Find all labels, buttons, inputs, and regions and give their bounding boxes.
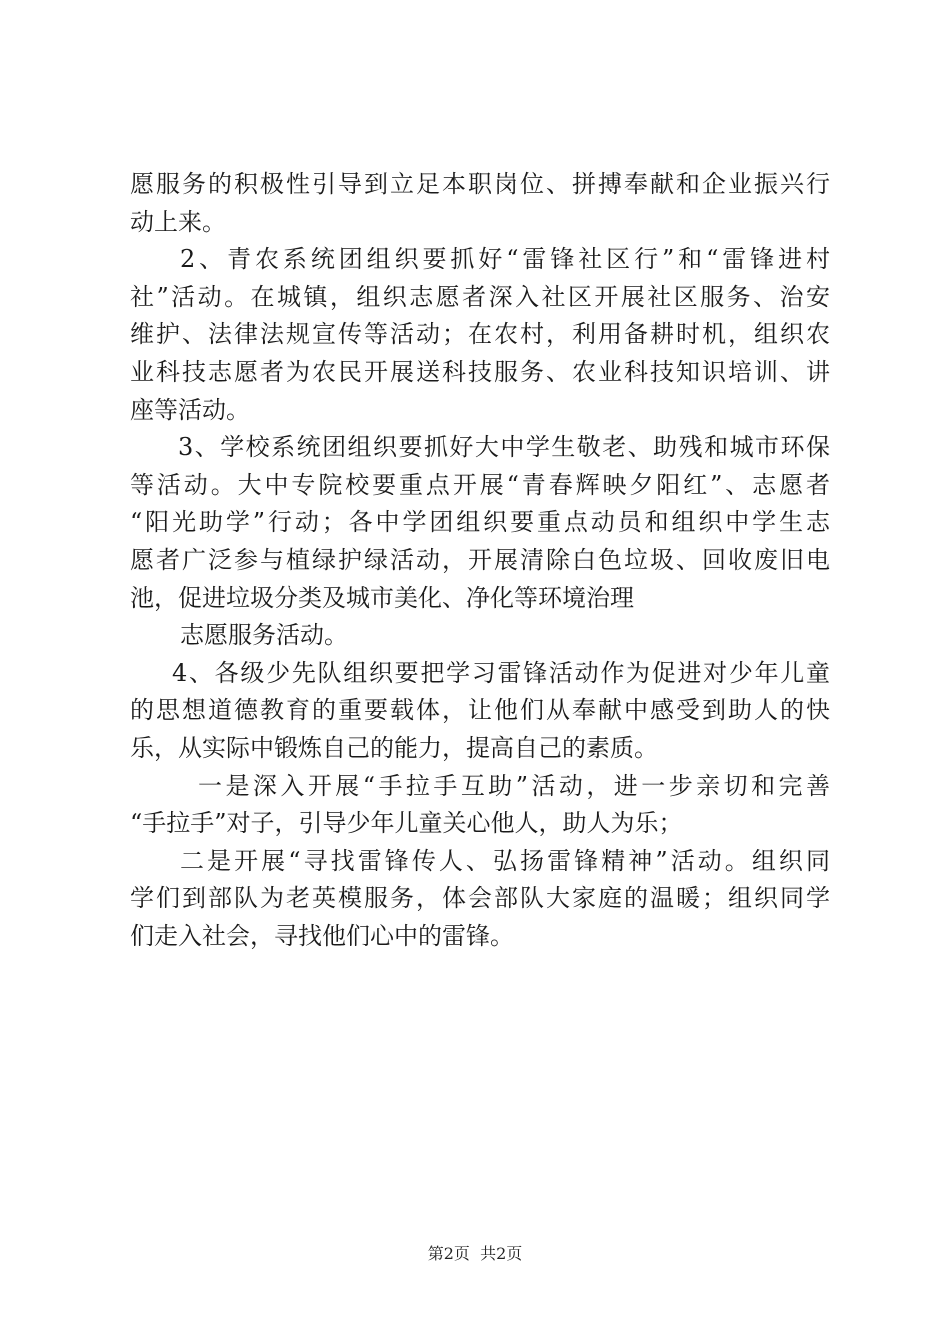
paragraph-line: “手拉手”对子，引导少年儿童关心他人，助人为乐； bbox=[130, 809, 683, 838]
paragraph-line: 学们到部队为老英模服务，体会部队大家庭的温暖；组织同学 bbox=[130, 884, 830, 913]
paragraph-line: 社”活动。在城镇，组织志愿者深入社区开展社区服务、治安 bbox=[130, 282, 830, 311]
paragraph-line: 业科技志愿者为农民开展送科技服务、农业科技知识培训、讲 bbox=[130, 357, 830, 386]
paragraph-line: 等活动。大中专院校要重点开展“青春辉映夕阳红”、志愿者 bbox=[130, 470, 830, 499]
paragraph-line: 愿服务的积极性引导到立足本职岗位、拼搏奉献和企业振兴行 bbox=[130, 170, 830, 198]
paragraph-line: 们走入社会，寻找他们心中的雷锋。 bbox=[130, 921, 514, 950]
paragraph-line: 的思想道德教育的重要载体，让他们从奉献中感受到助人的快 bbox=[130, 696, 830, 725]
paragraph-line: “阳光助学”行动；各中学团组织要重点动员和组织中学生志 bbox=[130, 508, 830, 537]
paragraph-line: 3、学校系统团组织要抓好大中学生敬老、助残和城市环保 bbox=[178, 433, 830, 462]
paragraph-line: 4、各级少先队组织要把学习雷锋活动作为促进对少年儿童 bbox=[172, 658, 830, 687]
paragraph-line: 池，促进垃圾分类及城市美化、净化等环境治理 bbox=[130, 583, 634, 612]
page-footer bbox=[0, 1242, 950, 1266]
page-number: 第2页 bbox=[427, 1244, 470, 1263]
paragraph-line: 2、青农系统团组织要抓好“雷锋社区行”和“雷锋进村 bbox=[180, 245, 830, 274]
document-body bbox=[130, 166, 830, 955]
paragraph-line: 二是开展“寻找雷锋传人、弘扬雷锋精神”活动。组织同 bbox=[180, 846, 830, 875]
paragraph-line: 一是深入开展“手拉手互助”活动，进一步亲切和完善 bbox=[198, 771, 830, 800]
paragraph-line: 志愿服务活动。 bbox=[180, 621, 348, 650]
paragraph-line: 维护、法律法规宣传等活动；在农村，利用备耕时机，组织农 bbox=[130, 320, 830, 349]
paragraph-line: 动上来。 bbox=[130, 207, 226, 236]
paragraph-line: 座等活动。 bbox=[130, 395, 250, 424]
page-total: 共2页 bbox=[480, 1244, 523, 1263]
paragraph-line: 乐，从实际中锻炼自己的能力，提高自己的素质。 bbox=[130, 733, 658, 762]
paragraph-line: 愿者广泛参与植绿护绿活动，开展清除白色垃圾、回收废旧电 bbox=[130, 545, 830, 574]
